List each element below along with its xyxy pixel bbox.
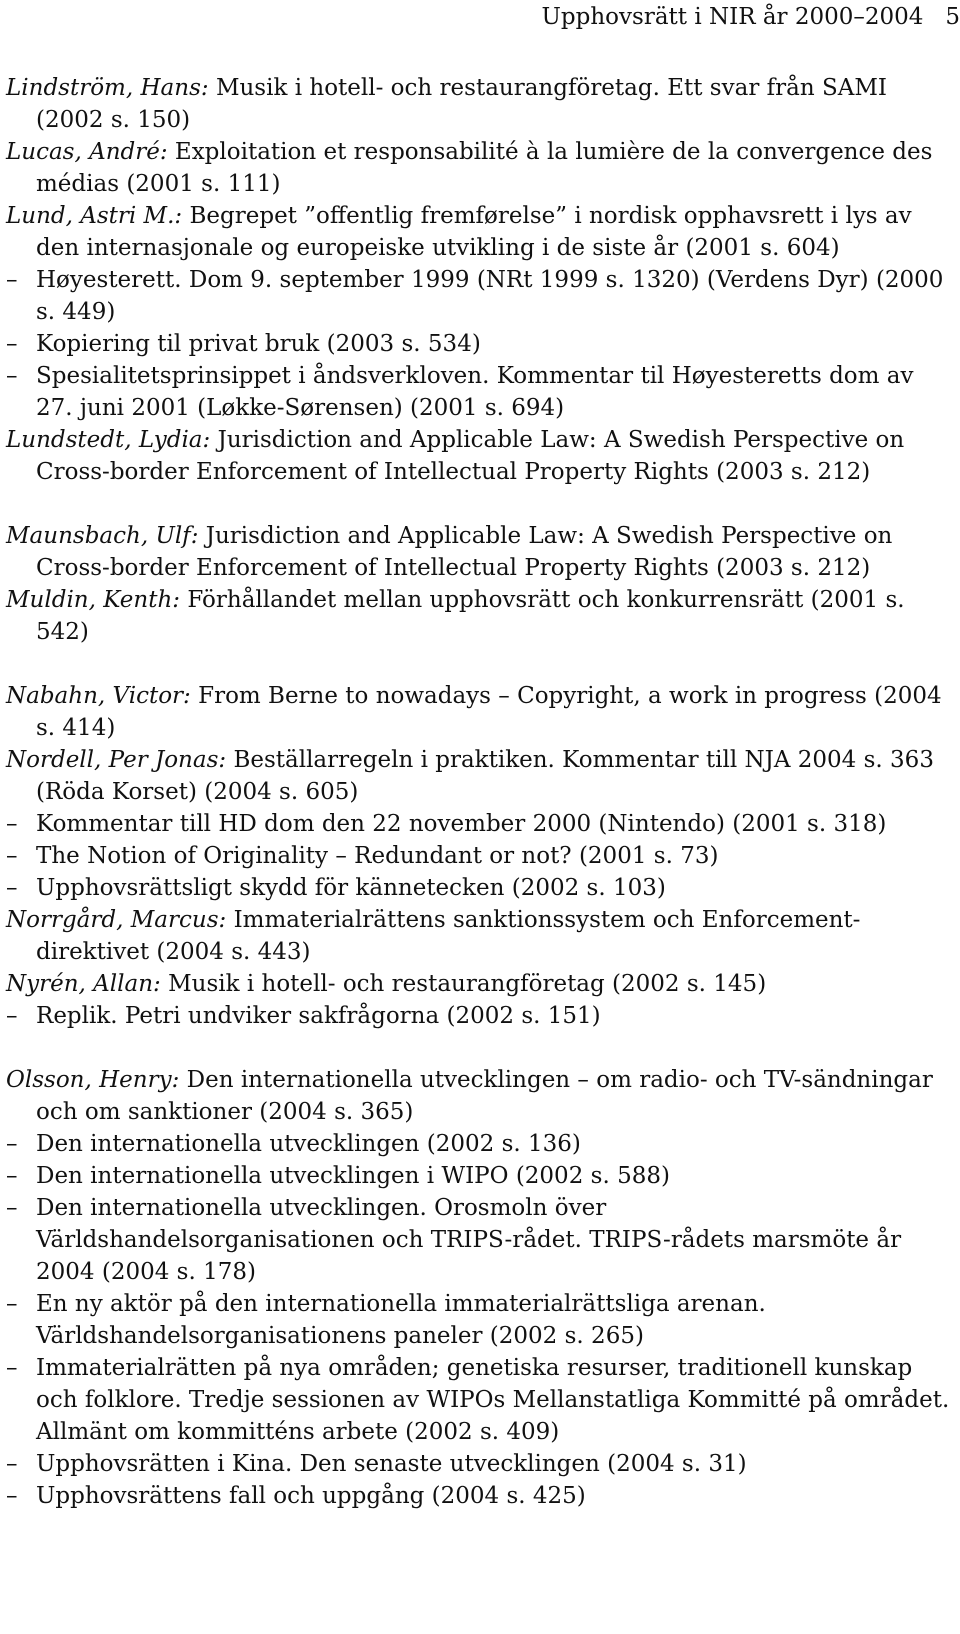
- letter-group-gap: [6, 488, 951, 520]
- dash-marker: –: [6, 1291, 18, 1317]
- author-name: Nyrén, Allan:: [6, 971, 161, 997]
- sub-entry: [6, 360, 951, 424]
- sub-entry-text: Kopiering til privat bruk (2003 s. 534): [36, 331, 481, 357]
- sub-entry: [6, 1000, 951, 1032]
- author-name: Lund, Astri M.:: [6, 203, 183, 229]
- dash-marker: –: [6, 1003, 18, 1029]
- sub-entry: [6, 840, 951, 872]
- entry-text: Förhållandet mellan upphovsrätt och konkurrensrätt (2001 s. 542): [36, 587, 905, 645]
- entry-text: Den internationella utvecklingen – om radio- och TV-sändningar och om sanktioner (2004 s. 365): [36, 1067, 933, 1125]
- sub-entry-text: Upphovsrätten i Kina. Den senaste utvecklingen (2004 s. 31): [36, 1451, 747, 1477]
- sub-entry-text: Høyesterett. Dom 9. september 1999 (NRt 1999 s. 1320) (Verdens Dyr) (2000 s. 449): [36, 267, 944, 325]
- entry-text: Musik i hotell- och restaurangföretag (2002 s. 145): [168, 971, 767, 997]
- sub-entry-text: En ny aktör på den internationella immaterialrättsliga arenan. Världshandelsorganisationens paneler (2002 s. 265): [36, 1291, 766, 1349]
- dash-marker: –: [6, 331, 18, 357]
- bibliography-list: [6, 72, 951, 1512]
- dash-marker: –: [6, 1451, 18, 1477]
- sub-entry-text: Spesialitetsprinsippet i åndsverkloven. Kommentar til Høyesteretts dom av 27. juni 2001 (Løkke-Sørensen) (2001 s. 694): [36, 363, 914, 421]
- entry-text: Immaterialrättens sanktionssystem och Enforcement-direktivet (2004 s. 443): [36, 907, 861, 965]
- entry-text: Beställarregeln i praktiken. Kommentar till NJA 2004 s. 363 (Röda Korset) (2004 s. 605): [36, 747, 934, 805]
- sub-entry: [6, 872, 951, 904]
- dash-marker: –: [6, 843, 18, 869]
- author-name: Muldin, Kenth:: [6, 587, 181, 613]
- dash-marker: –: [6, 363, 18, 389]
- sub-entry-text: Replik. Petri undviker sakfrågorna (2002 s. 151): [36, 1003, 601, 1029]
- sub-entry: [6, 328, 951, 360]
- bibliography-entry: [6, 136, 951, 200]
- sub-entry-text: The Notion of Originality – Redundant or not? (2001 s. 73): [36, 843, 719, 869]
- dash-marker: –: [6, 1195, 18, 1221]
- bibliography-entry: [6, 200, 951, 264]
- dash-marker: –: [6, 1483, 18, 1509]
- sub-entry-text: Den internationella utvecklingen i WIPO (2002 s. 588): [36, 1163, 670, 1189]
- bibliography-entry: [6, 680, 951, 744]
- entry-text: Jurisdiction and Applicable Law: A Swedish Perspective on Cross-border Enforcement of Intellectual Property Rights (2003 s. 212): [36, 523, 893, 581]
- entry-text: Begrepet ”offentlig fremførelse” i nordisk opphavsrett i lys av den internasjonale og europeiske utvikling i de siste år (2001 s. 604): [36, 203, 912, 261]
- sub-entry: [6, 1480, 951, 1512]
- sub-entry: [6, 1160, 951, 1192]
- sub-entry-text: Upphovsrättens fall och uppgång (2004 s. 425): [36, 1483, 586, 1509]
- author-name: Nordell, Per Jonas:: [6, 747, 227, 773]
- entry-text: Jurisdiction and Applicable Law: A Swedish Perspective on Cross-border Enforcement of Intellectual Property Rights (2003 s. 212): [36, 427, 905, 485]
- sub-entry: [6, 1448, 951, 1480]
- entry-text: Musik i hotell- och restaurangföretag. Ett svar från SAMI (2002 s. 150): [36, 75, 887, 133]
- bibliography-entry: [6, 584, 951, 648]
- dash-marker: –: [6, 1355, 18, 1381]
- author-name: Lindström, Hans:: [6, 75, 209, 101]
- bibliography-entry: [6, 968, 951, 1000]
- sub-entry: [6, 1128, 951, 1160]
- dash-marker: –: [6, 267, 18, 293]
- sub-entry-text: Den internationella utvecklingen (2002 s. 136): [36, 1131, 581, 1157]
- sub-entry: [6, 1192, 951, 1288]
- sub-entry: [6, 808, 951, 840]
- sub-entry-text: Kommentar till HD dom den 22 november 2000 (Nintendo) (2001 s. 318): [36, 811, 887, 837]
- sub-entry-text: Upphovsrättsligt skydd för kännetecken (2002 s. 103): [36, 875, 666, 901]
- sub-entry: [6, 264, 951, 328]
- author-name: Norrgård, Marcus:: [6, 907, 227, 933]
- sub-entry-text: Immaterialrätten på nya områden; genetiska resurser, traditionell kunskap och folklore. Tredje sessionen av WIPOs Mellanstatliga Kommitté på området. Allmänt om kommitténs arbete (2002 s. 409): [36, 1355, 950, 1445]
- running-header: [20, 1, 960, 33]
- letter-group-gap: [6, 1032, 951, 1064]
- bibliography-entry: [6, 904, 951, 968]
- dash-marker: –: [6, 1131, 18, 1157]
- sub-entry-text: Den internationella utvecklingen. Orosmoln över Världshandelsorganisationen och TRIPS-rådet. TRIPS-rådets marsmöte år 2004 (2004 s. 178): [36, 1195, 902, 1285]
- dash-marker: –: [6, 1163, 18, 1189]
- dash-marker: –: [6, 875, 18, 901]
- dash-marker: –: [6, 811, 18, 837]
- author-name: Maunsbach, Ulf:: [6, 523, 199, 549]
- sub-entry: [6, 1288, 951, 1352]
- bibliography-entry: [6, 744, 951, 808]
- letter-group-gap: [6, 648, 951, 680]
- author-name: Lucas, André:: [6, 139, 168, 165]
- bibliography-entry: [6, 72, 951, 136]
- author-name: Nabahn, Victor:: [6, 683, 191, 709]
- bibliography-entry: [6, 520, 951, 584]
- running-title: Upphovsrätt i NIR år 2000–2004: [541, 4, 924, 30]
- page-number: 5: [945, 4, 960, 30]
- entry-text: Exploitation et responsabilité à la lumière de la convergence des médias (2001 s. 111): [36, 139, 933, 197]
- author-name: Olsson, Henry:: [6, 1067, 180, 1093]
- entry-text: From Berne to nowadays – Copyright, a work in progress (2004 s. 414): [36, 683, 942, 741]
- sub-entry: [6, 1352, 951, 1448]
- bibliography-entry: [6, 1064, 951, 1128]
- bibliography-entry: [6, 424, 951, 488]
- author-name: Lundstedt, Lydia:: [6, 427, 211, 453]
